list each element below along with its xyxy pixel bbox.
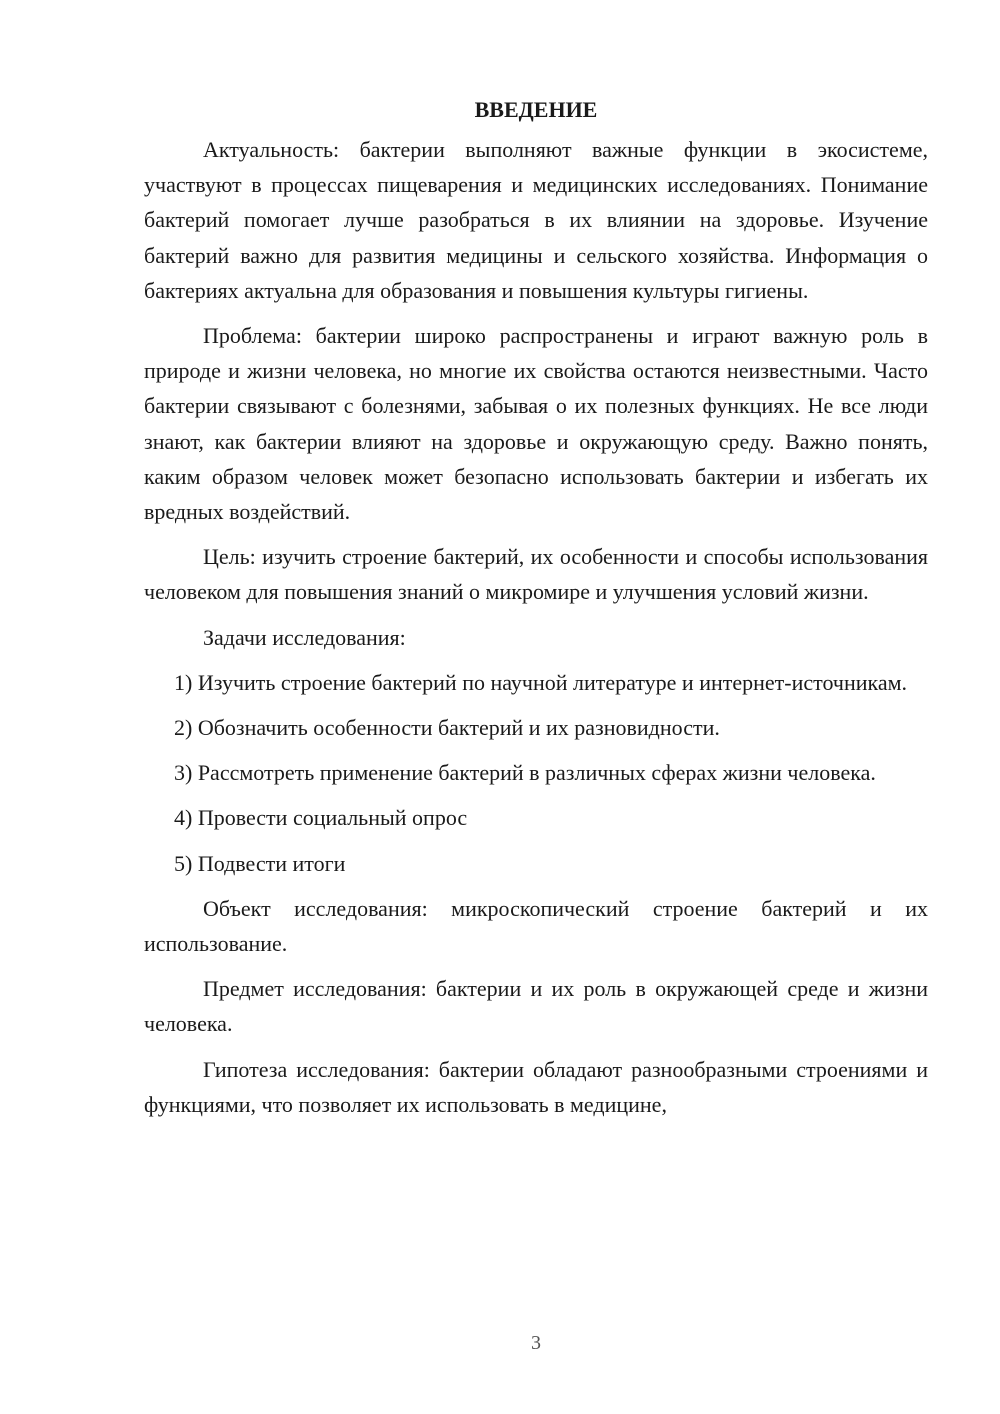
task-item: 1) Изучить строение бактерий по научной литературе и интернет-источникам. xyxy=(174,669,908,695)
task-item: 2) Обозначить особенности бактерий и их разновидности. xyxy=(174,715,720,741)
task-item: 3) Рассмотреть применение бактерий в различных сферах жизни человека. xyxy=(174,760,876,786)
object-paragraph: Объект исследования: микроскопический строение бактерий и их использование. xyxy=(144,895,928,957)
tasks-title: Задачи исследования: xyxy=(203,624,406,650)
task-item: 5) Подвести итоги xyxy=(174,850,346,876)
section-heading: ВВЕДЕНИЕ xyxy=(474,97,598,122)
hypothesis-paragraph: Гипотеза исследования: бактерии обладают разнообразными строениями и функциями, что позволяет их использовать в медицине, xyxy=(144,1056,928,1117)
task-item: 4) Провести социальный опрос xyxy=(174,805,468,831)
document-page xyxy=(144,92,928,1122)
subject-paragraph: Предмет исследования: бактерии и их роль в окружающей среде и жизни человека. xyxy=(144,976,928,1037)
goal-paragraph: Цель: изучить строение бактерий, их особенности и способы использования человеком для повышения знаний о микромире и улучшения условий жизни. xyxy=(144,544,928,605)
page-number: 3 xyxy=(531,1332,541,1354)
problem-paragraph: Проблема: бактерии широко распространены и играют важную роль в природе и жизни человека, но многие их свойства остаются неизвестными. Часто бактерии связывают с болезнями, забывая о их полезных функциях. Не все люди знают, как бактерии влияют на здоровье и окружающую среду. Важно понять, каким образом человек может безопасно использовать бактерии и избегать их вредных воздействий. xyxy=(144,323,928,525)
relevance-paragraph: Актуальность: бактерии выполняют важные функции в экосистеме, участвуют в процессах пищеварения и медицинских исследованиях. Понимание бактерий помогает лучше разобраться в их влиянии на здоровье. Изучение бактерий важно для развития медицины и сельского хозяйства. Информация о бактериях актуальна для образования и повышения культуры гигиены. xyxy=(144,137,928,303)
